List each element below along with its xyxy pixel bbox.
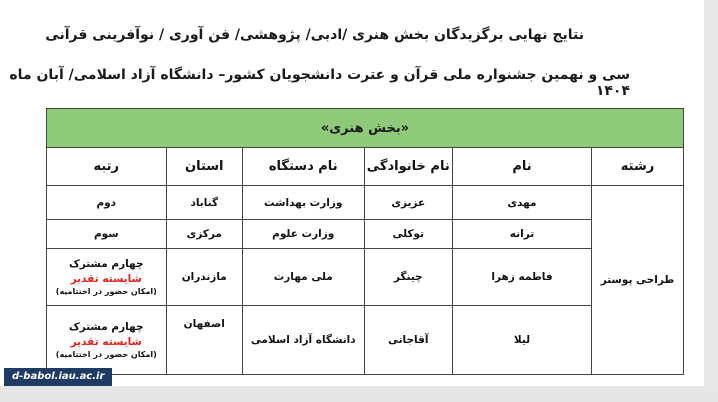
province-cell: اصفهان bbox=[166, 306, 242, 375]
header-rank: رتبه bbox=[47, 148, 167, 186]
header-last-name: نام خانوادگی bbox=[364, 148, 452, 186]
header-field: رشته bbox=[592, 148, 684, 186]
first-name-cell: فاطمه زهرا bbox=[452, 249, 591, 306]
rank-cell: دوم bbox=[47, 186, 167, 220]
header-institution: نام دستگاه bbox=[242, 148, 364, 186]
institution-cell: دانشگاه آزاد اسلامی bbox=[242, 306, 364, 375]
award-label: شایسته تقدیر bbox=[70, 335, 142, 348]
institution-cell: ملی مهارت bbox=[242, 249, 364, 306]
table-row bbox=[47, 220, 684, 249]
section-title: «بخش هنری» bbox=[47, 109, 684, 148]
rank-label: چهارم مشترک bbox=[68, 320, 144, 333]
table-row bbox=[47, 306, 684, 375]
institution-cell: وزارت علوم bbox=[242, 220, 364, 249]
site-watermark: d-babol.iau.ac.ir bbox=[4, 368, 112, 386]
first-name-cell: مهدی bbox=[452, 186, 591, 220]
last-name-cell: آقاجانی bbox=[364, 306, 452, 375]
page-edge bbox=[704, 0, 718, 402]
table-row bbox=[47, 249, 684, 306]
rank-label: چهارم مشترک bbox=[68, 257, 144, 270]
award-label: شایسته تقدیر bbox=[70, 272, 142, 285]
province-cell: گناباد bbox=[166, 186, 242, 220]
field-cell: طراحی پوستر bbox=[592, 186, 684, 375]
festival-subtitle: سی و نهمین جشنواره ملی قرآن و عترت دانشجویان کشور– دانشگاه آزاد اسلامی/ آبان ماه ۱۴۰۴ bbox=[9, 67, 630, 99]
institution-cell: وزارت بهداشت bbox=[242, 186, 364, 220]
ceremony-note: (امکان حضور در اختتامیه) bbox=[55, 286, 157, 296]
last-name-cell: چینگر bbox=[364, 249, 452, 306]
rank-cell: سوم bbox=[47, 220, 167, 249]
rank-cell bbox=[47, 249, 167, 306]
ceremony-note: (امکان حضور در اختتامیه) bbox=[55, 349, 157, 359]
province-cell: مازندران bbox=[166, 249, 242, 306]
province-cell: مرکزی bbox=[166, 220, 242, 249]
results-title: نتایج نهایی برگزیدگان بخش هنری /ادبی/ پژوهشی/ فن آوری / نوآفرینی قرآنی bbox=[45, 27, 584, 43]
header-province: استان bbox=[166, 148, 242, 186]
page-bottom-edge bbox=[0, 386, 718, 402]
rank-cell bbox=[47, 306, 167, 375]
table-row bbox=[47, 186, 684, 220]
last-name-cell: عزیزی bbox=[364, 186, 452, 220]
first-name-cell: لیلا bbox=[452, 306, 591, 375]
first-name-cell: ترانه bbox=[452, 220, 591, 249]
header-row bbox=[47, 148, 684, 186]
section-banner-row bbox=[47, 109, 684, 148]
last-name-cell: توکلی bbox=[364, 220, 452, 249]
results-table bbox=[46, 108, 684, 375]
header-first-name: نام bbox=[452, 148, 591, 186]
